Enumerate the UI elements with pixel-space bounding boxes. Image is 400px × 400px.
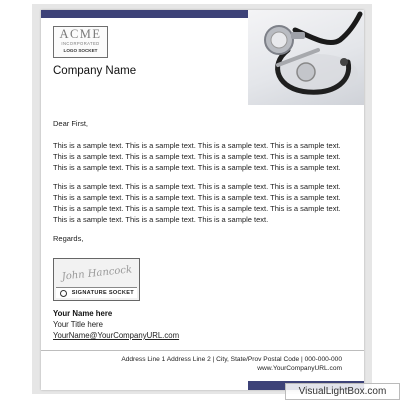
signature-image: John Hancock [61,264,133,283]
sender-email-link[interactable]: YourName@YourCompanyURL.com [53,331,180,340]
sender-title: Your Title here [53,320,103,329]
stethoscope-photo [248,10,364,105]
salutation: Dear First, [53,119,89,128]
signature-label-band [56,287,137,298]
company-name: Company Name [53,65,137,77]
body-paragraph-2: This is a sample text. This is a sample text. This is a sample text. This is a sample text. This is a sample text. This is a sample text. This is a sample text. This is a sample text. This is a sample text. This is a sample text. This is a sample text. This is a sample text. This is a sample text. This is a sample text. This is a sample text. [53,182,341,224]
body-paragraph-1: This is a sample text. This is a sample text. This is a sample text. This is a sample text. This is a sample text. This is a sample text. This is a sample text. This is a sample text. This is a sample text. This is a sample text. This is a sample text. This is a sample text. [53,141,341,172]
footer-address: Address Line 1 Address Line 2 | City, State/Prov Postal Code | 000-000-000 [121,356,342,363]
top-accent-bar [41,10,248,18]
signature-badge-icon [60,290,67,297]
footer-url: www.YourCompanyURL.com [257,365,342,372]
logo-wordmark: ACME [59,27,102,41]
signature-label: SIGNATURE SOCKET [71,290,134,296]
logo-subtitle: INCORPORATED [61,41,100,46]
sender-name: Your Name here [53,309,113,318]
logo-socket-label: LOGO SOCKET [63,48,98,53]
watermark: VisualLightBox.com [285,383,400,400]
stethoscope-icon [248,10,364,105]
signature-socket [53,258,140,301]
company-logo [53,26,108,58]
closing: Regards, [53,234,84,243]
footer-divider [41,350,364,351]
